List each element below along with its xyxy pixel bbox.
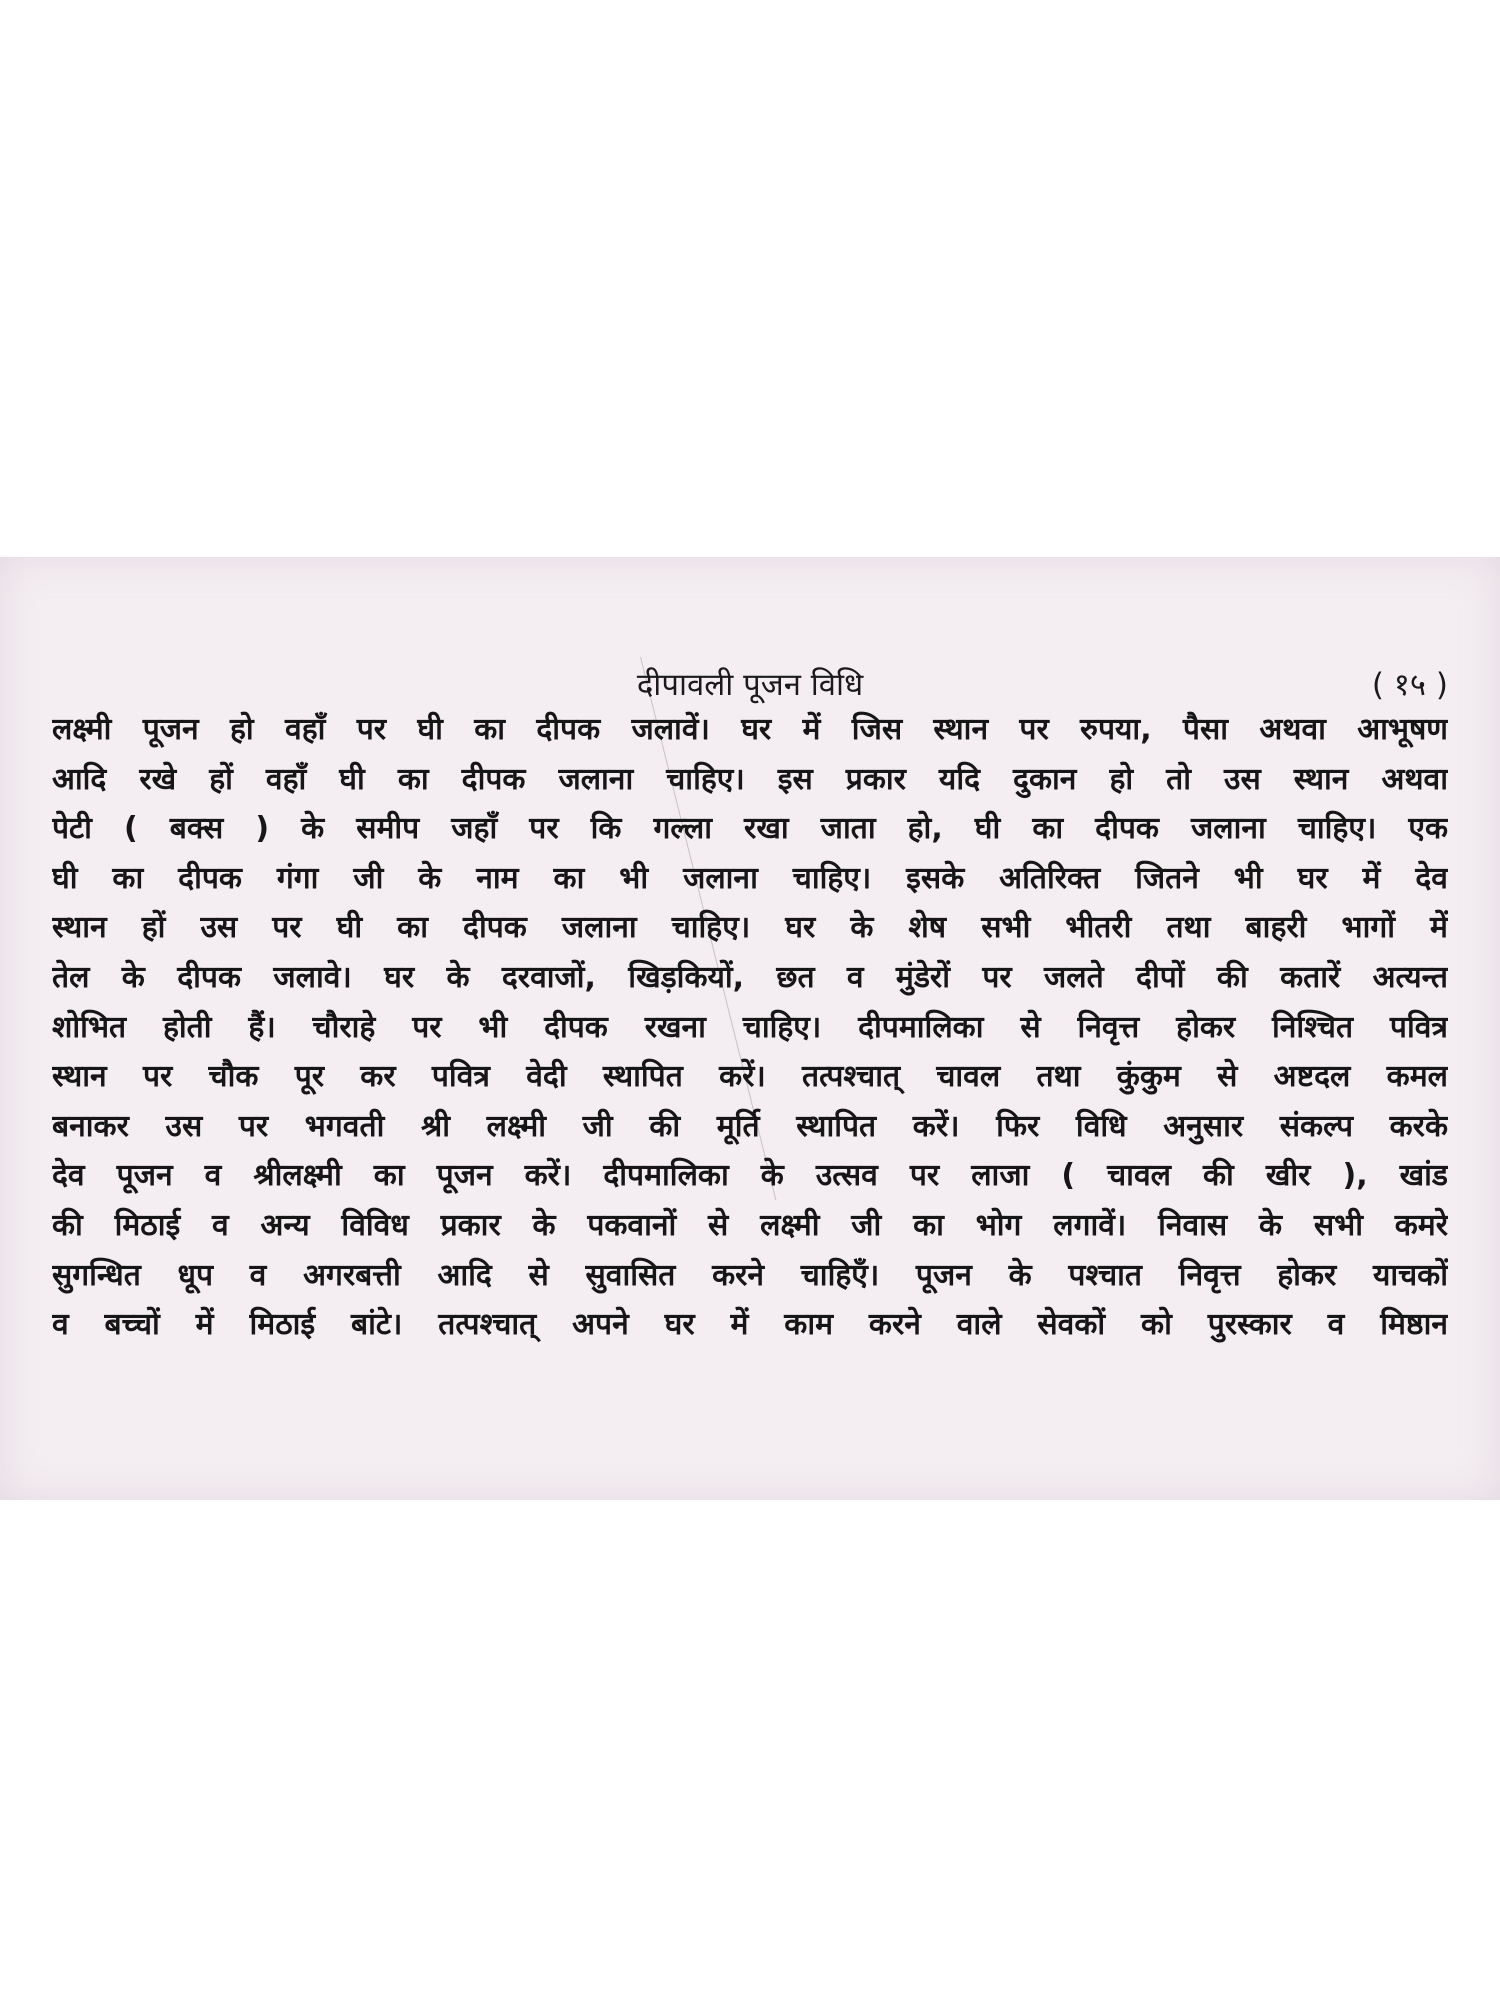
text-line: तेल के दीपक जलावे। घर के दरवाजों, खिड़कियों, छत व मुंडेरों पर जलते दीपों की कतारें अत्यन्त	[52, 959, 1448, 995]
text-line: की मिठाई व अन्य विविध प्रकार के पकवानों से लक्ष्मी जी का भोग लगावें। निवास के सभी कमरे	[52, 1207, 1448, 1243]
text-line: लक्ष्मी पूजन हो वहाँ पर घी का दीपक जलावें। घर में जिस स्थान पर रुपया, पैसा अथवा आभूषण	[52, 712, 1448, 747]
text-line: आदि रखे हों वहाँ घी का दीपक जलाना चाहिए। इस प्रकार यदि दुकान हो तो उस स्थान अथवा	[52, 761, 1448, 797]
scanned-page	[0, 557, 1500, 1500]
text-line: पेटी ( बक्स ) के समीप जहाँ पर कि गल्ला रखा जाता हो, घी का दीपक जलाना चाहिए। एक	[52, 811, 1448, 847]
text-line: सुगन्धित धूप व अगरबत्ती आदि से सुवासित करने चाहिएँ। पूजन के पश्चात निवृत्त होकर याचकों	[52, 1257, 1448, 1293]
text-line: स्थान हों उस पर घी का दीपक जलाना चाहिए। घर के शेष सभी भीतरी तथा बाहरी भागों में	[52, 910, 1448, 946]
page-number: ( १५ )	[1371, 667, 1448, 703]
text-line: घी का दीपक गंगा जी के नाम का भी जलाना चाहिए। इसके अतिरिक्त जितने भी घर में देव	[52, 860, 1448, 896]
text-line: स्थान पर चौक पूर कर पवित्र वेदी स्थापित करें। तत्पश्चात् चावल तथा कुंकुम से अष्टदल कमल	[52, 1059, 1448, 1095]
page-header	[0, 660, 1500, 710]
text-line: शोभित होती हैं। चौराहे पर भी दीपक रखना चाहिए। दीपमालिका से निवृत्त होकर निश्चित पवित्र	[52, 1009, 1448, 1045]
text-line: देव पूजन व श्रीलक्ष्मी का पूजन करें। दीपमालिका के उत्सव पर लाजा ( चावल की खीर ), खांड	[52, 1158, 1448, 1194]
body-paragraph	[52, 705, 1448, 1350]
text-line: बनाकर उस पर भगवती श्री लक्ष्मी जी की मूर्ति स्थापित करें। फिर विधि अनुसार संकल्प करके	[52, 1108, 1448, 1144]
text-line: व बच्चों में मिठाई बांटे। तत्पश्चात् अपने घर में काम करने वाले सेवकों को पुरस्कार व मिष्ठान	[52, 1307, 1448, 1343]
running-title: दीपावली पूजन विधि	[636, 667, 864, 703]
